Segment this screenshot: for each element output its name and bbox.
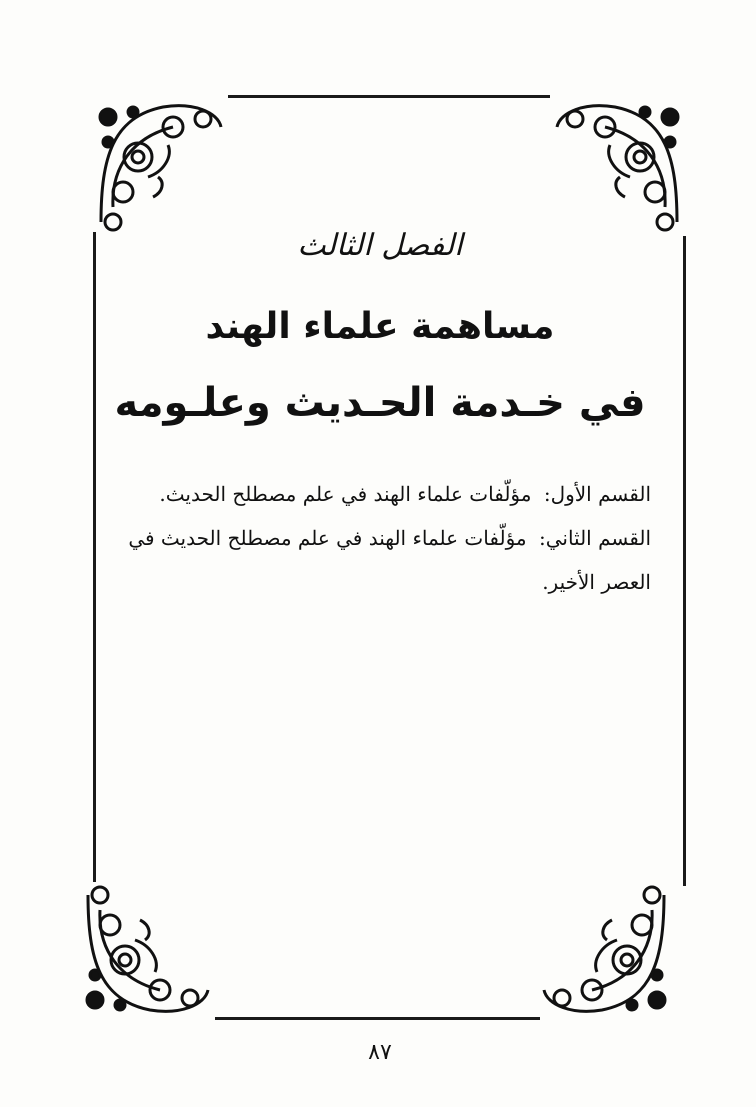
page-number: ٨٧	[368, 1040, 392, 1065]
section-item	[96, 516, 651, 604]
section-text: مؤلّفات علماء الهند في علم مصطلح الحديث.	[159, 482, 532, 506]
top-left-ornament-icon	[93, 97, 228, 237]
chapter-title-line-1: مساهمة علماء الهند	[205, 306, 555, 347]
top-border-rule	[228, 95, 550, 98]
bottom-left-ornament-icon	[80, 880, 215, 1020]
section-label: القسم الأول:	[543, 482, 651, 506]
section-text: مؤلّفات علماء الهند في علم مصطلح الحديث في العصر الأخير.	[128, 526, 651, 594]
section-item	[96, 472, 651, 516]
section-label: القسم الثاني:	[538, 526, 651, 550]
bottom-border-rule	[215, 1017, 540, 1020]
top-right-ornament-icon	[550, 97, 685, 237]
sections-list	[96, 472, 651, 604]
bottom-right-ornament-icon	[537, 880, 672, 1020]
chapter-title-line-2: في خـدمة الحـديث وعلـومه	[114, 380, 646, 426]
chapter-label: الفصل الثالث	[297, 228, 463, 263]
right-border-rule	[683, 236, 686, 886]
